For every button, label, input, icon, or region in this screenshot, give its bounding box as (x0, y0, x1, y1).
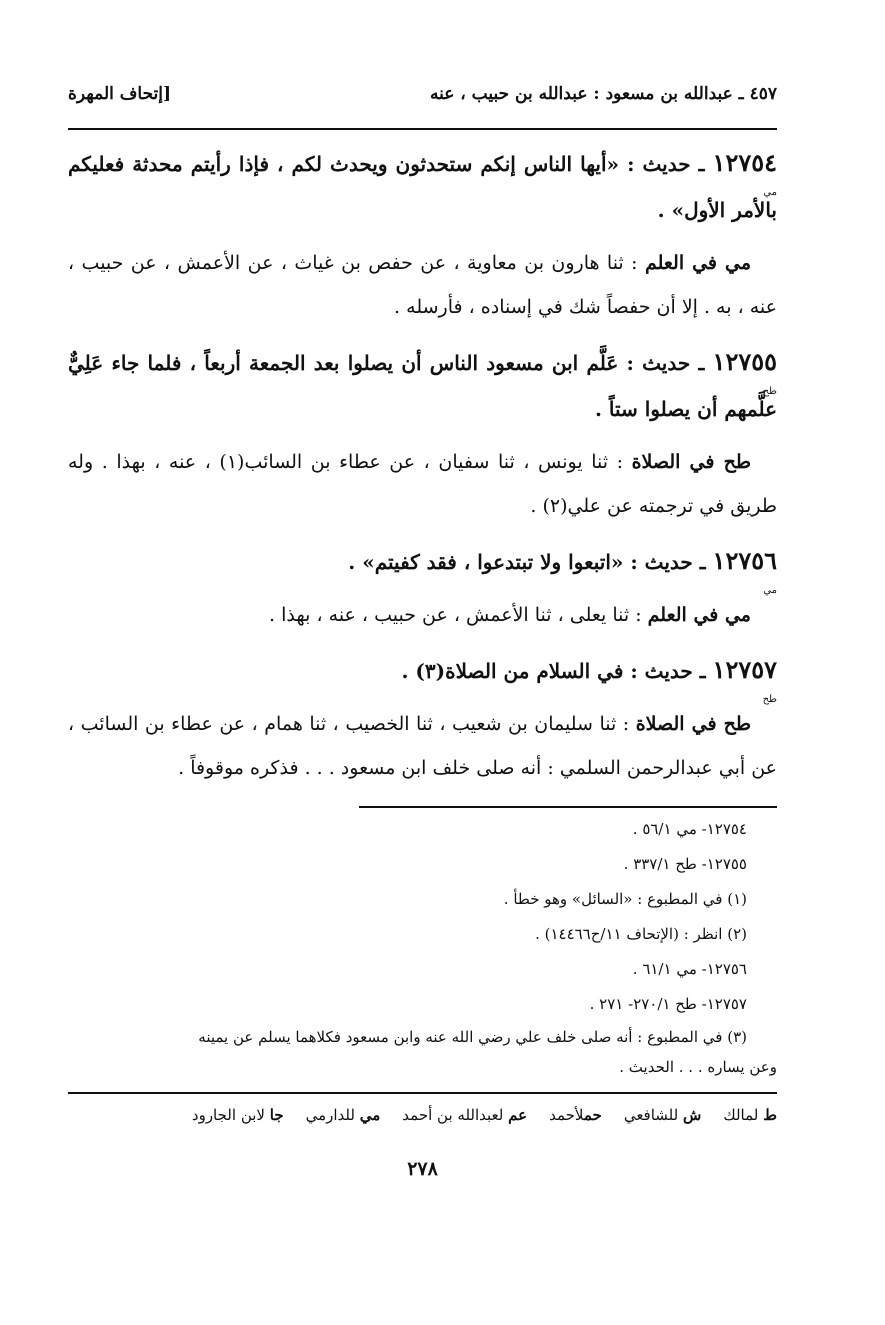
footnote-divider (359, 806, 777, 808)
footnotes (68, 812, 777, 1082)
hadith-entry-1 (68, 140, 777, 233)
hadith-entry-3 (68, 538, 777, 596)
running-header (68, 84, 777, 114)
header-book-title: [إتحاف المهرة (68, 84, 172, 104)
header-chapter-title: ٤٥٧ ـ عبدالله بن مسعود : عبدالله بن حبيب ، عنه (429, 84, 777, 104)
abbreviation-item: مي للدارمي (305, 1106, 381, 1124)
isnad-text: : ثنا يونس ، ثنا سفيان ، عن عطاء بن السائب(١) ، عنه ، بهذا . وله طريق في ترجمته عن علي(٢) . (68, 451, 777, 517)
footnote: ١٢٧٥٤- مي ٥٦/١ . (632, 820, 747, 838)
hadith-number: ١٢٧٥٦ مي (712, 546, 777, 596)
abbreviation-divider (68, 1092, 777, 1094)
hadith-sigla: طح (762, 386, 777, 397)
footnote-long-continuation: وعن يساره . . . الحديث . (619, 1058, 777, 1076)
isnad-3 (68, 593, 777, 637)
hadith-entry-2 (68, 339, 777, 432)
isnad-source: مي في العلم (647, 604, 751, 626)
footnote: ١٢٧٥٦- مي ٦١/١ . (632, 960, 747, 978)
hadith-text: ـ حديث : «أيها الناس إنكم ستحدثون ويحدث لكم ، فإذا رأيتم محدثة فعليكم بالأمر الأول» . (68, 152, 777, 222)
isnad-text: : ثنا هارون بن معاوية ، عن حفص بن غياث ، عن الأعمش ، عن حبيب ، عنه ، به . إلا أن حفصاً شك في إسناده ، فأرسله . (68, 252, 777, 318)
isnad-source: مي في العلم (644, 252, 751, 274)
isnad-source: طح في الصلاة (635, 713, 752, 735)
abbreviation-item: ط لمالك (723, 1106, 777, 1124)
abbreviation-item: حملأحمد (549, 1106, 602, 1124)
isnad-text: : ثنا يعلى ، ثنا الأعمش ، عن حبيب ، عنه ، بهذا . (269, 604, 648, 626)
abbreviation-item: عم لعبدالله بن أحمد (402, 1106, 528, 1124)
footnote: ١٢٧٥٧- طح ٢٧٠/١- ٢٧١ . (589, 995, 747, 1013)
page (68, 84, 777, 1325)
abbreviation-item: جا لابن الجارود (191, 1106, 284, 1124)
hadith-sigla: طح (762, 694, 777, 705)
abbreviation-item: ش للشافعي (623, 1106, 702, 1124)
abbreviation-key (68, 1106, 777, 1124)
hadith-number: ١٢٧٥٤ مي (712, 148, 777, 198)
header-divider (68, 128, 777, 130)
hadith-entry-4 (68, 647, 777, 705)
hadith-sigla: مي (763, 187, 777, 198)
hadith-sigla: مي (763, 585, 777, 596)
isnad-4 (68, 702, 777, 790)
isnad-text: : ثنا سليمان بن شعيب ، ثنا الخصيب ، ثنا همام ، عن عطاء بن السائب ، عن أبي عبدالرحمن السلمي : أنه صلى خلف ابن مسعود . . . فذكره موقوفاً . (68, 713, 777, 779)
footnote: (٢) انظر : (الإتحاف ١١/ح١٤٤٦٦) . (535, 925, 747, 943)
hadith-number: ١٢٧٥٥ طح (712, 347, 777, 397)
isnad-1 (68, 241, 777, 329)
footnote: ١٢٧٥٥- طح ٣٣٧/١ . (623, 855, 747, 873)
isnad-source: طح في الصلاة (631, 451, 751, 473)
page-number: ٢٧٨ (407, 1158, 438, 1180)
hadith-text: ـ حديث : في السلام من الصلاة(٣) . (401, 659, 713, 683)
hadith-number: ١٢٧٥٧ طح (712, 655, 777, 705)
isnad-2 (68, 440, 777, 528)
footnote: (١) في المطبوع : «السائل» وهو خطأ . (503, 890, 747, 908)
hadith-text: ـ حديث : «اتبعوا ولا تبتدعوا ، فقد كفيتم» . (348, 550, 713, 574)
footnote-long: (٣) في المطبوع : أنه صلى خلف علي رضي الله عنه وابن مسعود فكلاهما يسلم عن يمينه (198, 1028, 747, 1046)
hadith-text: ـ حديث : عَلَّم ابن مسعود الناس أن يصلوا بعد الجمعة أربعاً ، فلما جاء عَلِيٌّ علَّمهم أن يصلوا ستاً . (68, 351, 777, 421)
